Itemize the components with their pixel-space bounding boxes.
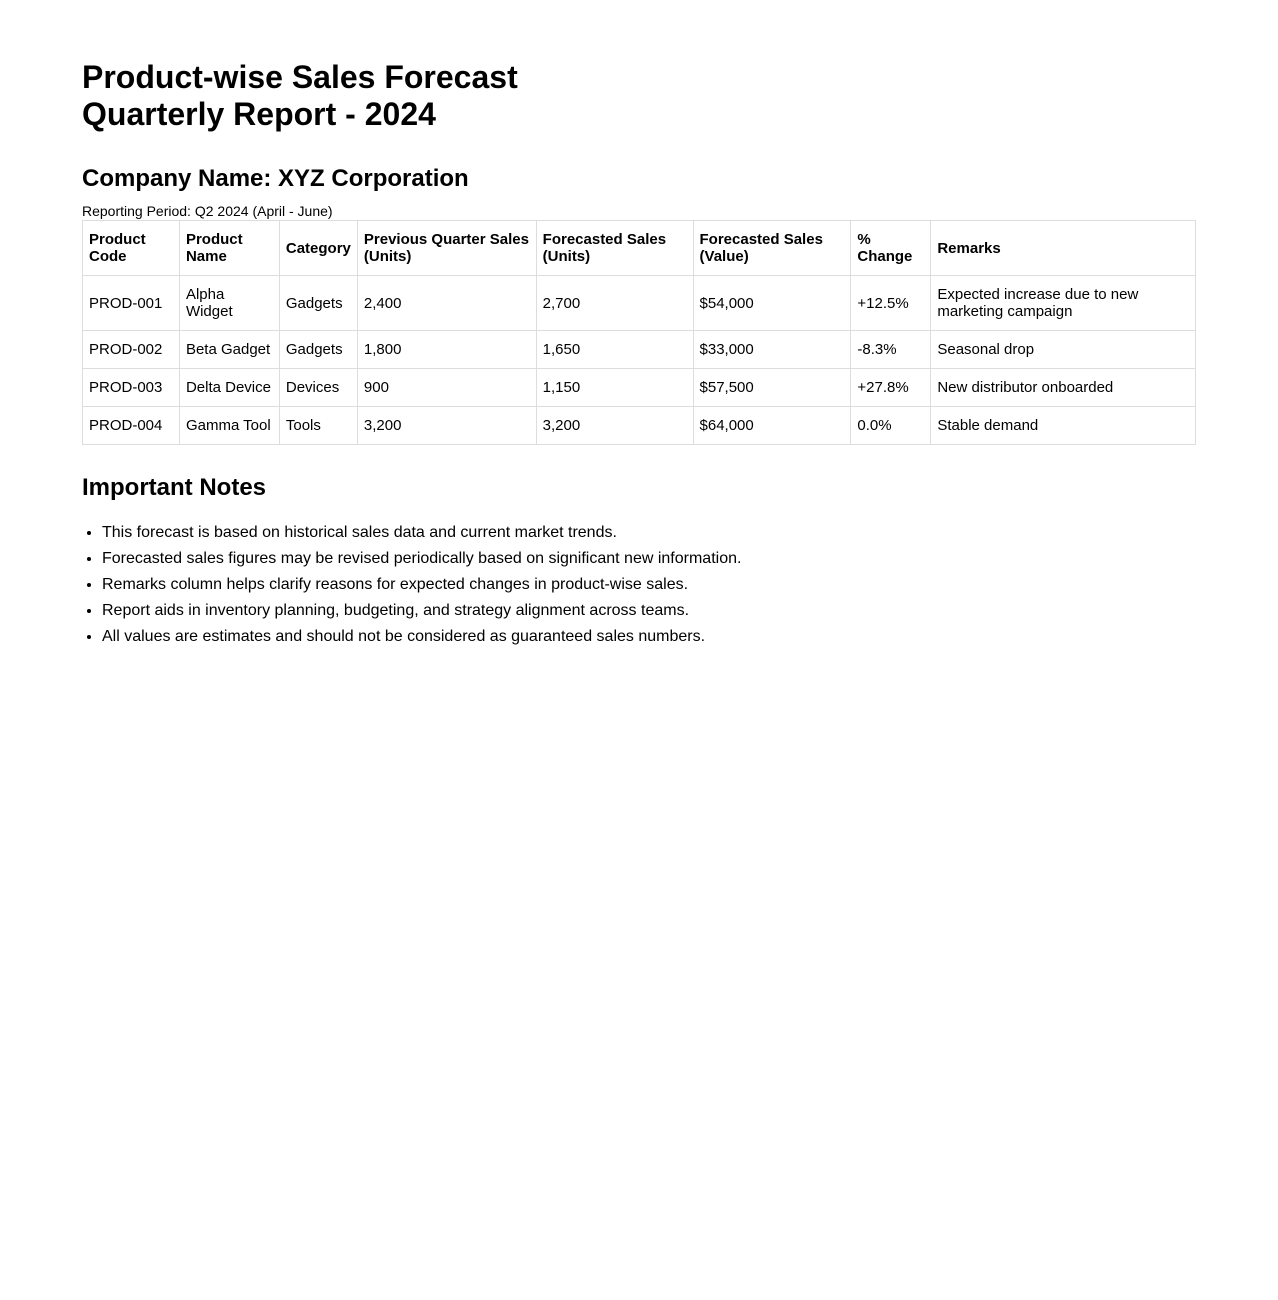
cell-percent-change: +12.5% (851, 276, 931, 331)
cell-forecasted-sales-units: 1,150 (536, 369, 693, 407)
header-product-name: Product Name (179, 221, 279, 276)
cell-product-name: Alpha Widget (179, 276, 279, 331)
reporting-period: Reporting Period: Q2 2024 (April - June) (82, 203, 333, 219)
table-row (83, 369, 1196, 407)
cell-category: Tools (279, 407, 357, 445)
list-item: • This forecast is based on historical sales data and current market trends. (102, 520, 1196, 546)
header-percent-change: % Change (851, 221, 931, 276)
cell-previous-quarter-sales: 900 (357, 369, 536, 407)
cell-previous-quarter-sales: 1,800 (357, 331, 536, 369)
table-row (83, 331, 1196, 369)
header-remarks: Remarks (931, 221, 1196, 276)
header-product-code: Product Code (83, 221, 180, 276)
cell-product-name: Beta Gadget (179, 331, 279, 369)
cell-remarks: New distributor onboarded (931, 369, 1196, 407)
cell-category: Gadgets (279, 331, 357, 369)
list-item: • Report aids in inventory planning, budgeting, and strategy alignment across teams. (102, 598, 1196, 624)
cell-product-name: Delta Device (179, 369, 279, 407)
cell-product-code: PROD-004 (83, 407, 180, 445)
cell-forecasted-sales-units: 2,700 (536, 276, 693, 331)
report-title-line-1: Product-wise Sales Forecast (82, 59, 518, 95)
cell-category: Gadgets (279, 276, 357, 331)
cell-forecasted-sales-units: 1,650 (536, 331, 693, 369)
notes-heading: Important Notes (82, 474, 267, 501)
cell-forecasted-sales-value: $33,000 (693, 331, 851, 369)
list-item: • Forecasted sales figures may be revised periodically based on significant new information. (102, 546, 1196, 572)
cell-remarks: Seasonal drop (931, 331, 1196, 369)
header-previous-quarter-sales: Previous Quarter Sales (Units) (357, 221, 536, 276)
list-item: • Remarks column helps clarify reasons for expected changes in product-wise sales. (102, 572, 1196, 598)
report-title-line-2: Quarterly Report - 2024 (82, 96, 436, 132)
cell-percent-change: -8.3% (851, 331, 931, 369)
cell-product-code: PROD-003 (83, 369, 180, 407)
cell-forecasted-sales-value: $64,000 (693, 407, 851, 445)
cell-percent-change: +27.8% (851, 369, 931, 407)
company-name: Company Name: XYZ Corporation (82, 165, 469, 192)
cell-product-name: Gamma Tool (179, 407, 279, 445)
cell-product-code: PROD-001 (83, 276, 180, 331)
cell-percent-change: 0.0% (851, 407, 931, 445)
cell-forecasted-sales-value: $54,000 (693, 276, 851, 331)
table-header-row (83, 221, 1196, 276)
table-row (83, 276, 1196, 331)
cell-forecasted-sales-units: 3,200 (536, 407, 693, 445)
cell-previous-quarter-sales: 2,400 (357, 276, 536, 331)
cell-forecasted-sales-value: $57,500 (693, 369, 851, 407)
header-category: Category (279, 221, 357, 276)
list-item: • All values are estimates and should not be considered as guaranteed sales numbers. (102, 624, 1196, 650)
notes-list (82, 520, 1196, 650)
cell-remarks: Stable demand (931, 407, 1196, 445)
report-title (82, 59, 1196, 133)
forecast-table (82, 220, 1196, 445)
header-forecasted-sales-units: Forecasted Sales (Units) (536, 221, 693, 276)
header-forecasted-sales-value: Forecasted Sales (Value) (693, 221, 851, 276)
table-row (83, 407, 1196, 445)
cell-previous-quarter-sales: 3,200 (357, 407, 536, 445)
cell-category: Devices (279, 369, 357, 407)
cell-remarks: Expected increase due to new marketing campaign (931, 276, 1196, 331)
cell-product-code: PROD-002 (83, 331, 180, 369)
